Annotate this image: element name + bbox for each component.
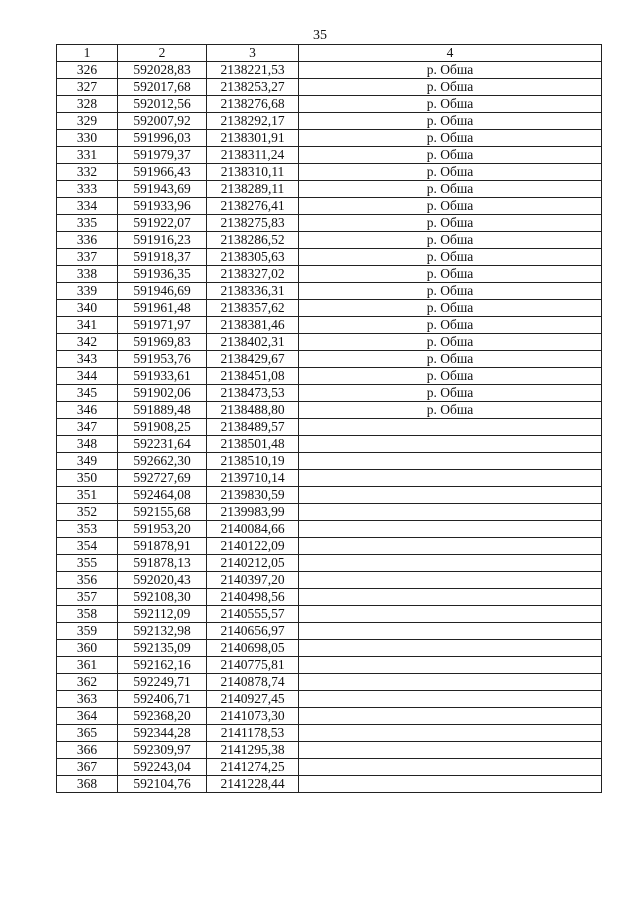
point-number-cell: 368 [57, 776, 118, 793]
y-coordinate-cell: 2140656,97 [207, 623, 299, 640]
x-coordinate-cell: 591979,37 [118, 147, 207, 164]
x-coordinate-cell: 592028,83 [118, 62, 207, 79]
y-coordinate-cell: 2138510,19 [207, 453, 299, 470]
x-coordinate-cell: 592662,30 [118, 453, 207, 470]
y-coordinate-cell: 2138275,83 [207, 215, 299, 232]
point-number-cell: 346 [57, 402, 118, 419]
table-row [57, 606, 602, 623]
x-coordinate-cell: 591961,48 [118, 300, 207, 317]
point-number-cell: 327 [57, 79, 118, 96]
table-row [57, 215, 602, 232]
table-row [57, 300, 602, 317]
table-row [57, 538, 602, 555]
y-coordinate-cell: 2141274,25 [207, 759, 299, 776]
point-number-cell: 326 [57, 62, 118, 79]
x-coordinate-cell: 591943,69 [118, 181, 207, 198]
description-cell: р. Обша [299, 266, 602, 283]
point-number-cell: 358 [57, 606, 118, 623]
y-coordinate-cell: 2141178,53 [207, 725, 299, 742]
x-coordinate-cell: 592309,97 [118, 742, 207, 759]
x-coordinate-cell: 592020,43 [118, 572, 207, 589]
point-number-cell: 335 [57, 215, 118, 232]
x-coordinate-cell: 591936,35 [118, 266, 207, 283]
description-cell [299, 504, 602, 521]
coordinates-table [56, 44, 602, 793]
y-coordinate-cell: 2138286,52 [207, 232, 299, 249]
point-number-cell: 360 [57, 640, 118, 657]
table-row [57, 521, 602, 538]
x-coordinate-cell: 592155,68 [118, 504, 207, 521]
description-cell: р. Обша [299, 164, 602, 181]
description-cell: р. Обша [299, 130, 602, 147]
point-number-cell: 338 [57, 266, 118, 283]
description-cell [299, 708, 602, 725]
x-coordinate-cell: 591878,91 [118, 538, 207, 555]
point-number-cell: 357 [57, 589, 118, 606]
point-number-cell: 343 [57, 351, 118, 368]
x-coordinate-cell: 591933,96 [118, 198, 207, 215]
description-cell [299, 538, 602, 555]
x-coordinate-cell: 591889,48 [118, 402, 207, 419]
description-cell [299, 453, 602, 470]
point-number-cell: 339 [57, 283, 118, 300]
y-coordinate-cell: 2140212,05 [207, 555, 299, 572]
x-coordinate-cell: 592017,68 [118, 79, 207, 96]
description-cell [299, 623, 602, 640]
y-coordinate-cell: 2139983,99 [207, 504, 299, 521]
x-coordinate-cell: 592012,56 [118, 96, 207, 113]
point-number-cell: 332 [57, 164, 118, 181]
y-coordinate-cell: 2140084,66 [207, 521, 299, 538]
y-coordinate-cell: 2141295,38 [207, 742, 299, 759]
x-coordinate-cell: 591902,06 [118, 385, 207, 402]
table-row [57, 334, 602, 351]
description-cell [299, 487, 602, 504]
point-number-cell: 348 [57, 436, 118, 453]
description-cell: р. Обша [299, 181, 602, 198]
y-coordinate-cell: 2140122,09 [207, 538, 299, 555]
point-number-cell: 367 [57, 759, 118, 776]
point-number-cell: 365 [57, 725, 118, 742]
x-coordinate-cell: 592135,09 [118, 640, 207, 657]
table-row [57, 147, 602, 164]
point-number-cell: 355 [57, 555, 118, 572]
description-cell [299, 640, 602, 657]
table-row [57, 691, 602, 708]
table-row [57, 708, 602, 725]
table-row [57, 742, 602, 759]
x-coordinate-cell: 591916,23 [118, 232, 207, 249]
y-coordinate-cell: 2138473,53 [207, 385, 299, 402]
table-row [57, 504, 602, 521]
x-coordinate-cell: 592112,09 [118, 606, 207, 623]
y-coordinate-cell: 2138429,67 [207, 351, 299, 368]
point-number-cell: 336 [57, 232, 118, 249]
x-coordinate-cell: 592243,04 [118, 759, 207, 776]
y-coordinate-cell: 2138253,27 [207, 79, 299, 96]
point-number-cell: 347 [57, 419, 118, 436]
x-coordinate-cell: 591969,83 [118, 334, 207, 351]
x-coordinate-cell: 591878,13 [118, 555, 207, 572]
y-coordinate-cell: 2138488,80 [207, 402, 299, 419]
point-number-cell: 362 [57, 674, 118, 691]
y-coordinate-cell: 2141073,30 [207, 708, 299, 725]
x-coordinate-cell: 591971,97 [118, 317, 207, 334]
description-cell: р. Обша [299, 249, 602, 266]
table-row [57, 96, 602, 113]
y-coordinate-cell: 2140555,57 [207, 606, 299, 623]
description-cell [299, 725, 602, 742]
x-coordinate-cell: 591946,69 [118, 283, 207, 300]
table-row [57, 113, 602, 130]
table-row [57, 470, 602, 487]
description-cell [299, 436, 602, 453]
y-coordinate-cell: 2138221,53 [207, 62, 299, 79]
table-row [57, 62, 602, 79]
point-number-cell: 354 [57, 538, 118, 555]
table-row [57, 198, 602, 215]
column-header-x: 2 [118, 45, 207, 62]
table-row [57, 419, 602, 436]
table-row [57, 249, 602, 266]
table-row [57, 776, 602, 793]
point-number-cell: 340 [57, 300, 118, 317]
point-number-cell: 333 [57, 181, 118, 198]
x-coordinate-cell: 592108,30 [118, 589, 207, 606]
x-coordinate-cell: 592727,69 [118, 470, 207, 487]
point-number-cell: 356 [57, 572, 118, 589]
x-coordinate-cell: 591933,61 [118, 368, 207, 385]
description-cell [299, 419, 602, 436]
table-row [57, 487, 602, 504]
point-number-cell: 334 [57, 198, 118, 215]
description-cell: р. Обша [299, 300, 602, 317]
table-row [57, 759, 602, 776]
x-coordinate-cell: 591918,37 [118, 249, 207, 266]
description-cell: р. Обша [299, 79, 602, 96]
description-cell [299, 572, 602, 589]
x-coordinate-cell: 592231,64 [118, 436, 207, 453]
y-coordinate-cell: 2140698,05 [207, 640, 299, 657]
description-cell [299, 606, 602, 623]
y-coordinate-cell: 2139710,14 [207, 470, 299, 487]
point-number-cell: 350 [57, 470, 118, 487]
table-row [57, 130, 602, 147]
table-row [57, 402, 602, 419]
description-cell [299, 521, 602, 538]
description-cell: р. Обша [299, 283, 602, 300]
y-coordinate-cell: 2138292,17 [207, 113, 299, 130]
y-coordinate-cell: 2141228,44 [207, 776, 299, 793]
table-row [57, 623, 602, 640]
point-number-cell: 351 [57, 487, 118, 504]
description-cell [299, 555, 602, 572]
y-coordinate-cell: 2138276,41 [207, 198, 299, 215]
point-number-cell: 341 [57, 317, 118, 334]
x-coordinate-cell: 592007,92 [118, 113, 207, 130]
table-row [57, 385, 602, 402]
description-cell [299, 470, 602, 487]
table-row [57, 657, 602, 674]
x-coordinate-cell: 592162,16 [118, 657, 207, 674]
column-header-number: 1 [57, 45, 118, 62]
description-cell: р. Обша [299, 351, 602, 368]
table-row [57, 453, 602, 470]
table-row [57, 725, 602, 742]
y-coordinate-cell: 2140878,74 [207, 674, 299, 691]
y-coordinate-cell: 2138305,63 [207, 249, 299, 266]
y-coordinate-cell: 2138311,24 [207, 147, 299, 164]
table-row [57, 589, 602, 606]
x-coordinate-cell: 591996,03 [118, 130, 207, 147]
point-number-cell: 361 [57, 657, 118, 674]
x-coordinate-cell: 591922,07 [118, 215, 207, 232]
column-header-y: 3 [207, 45, 299, 62]
table-row [57, 164, 602, 181]
description-cell [299, 589, 602, 606]
x-coordinate-cell: 592104,76 [118, 776, 207, 793]
point-number-cell: 359 [57, 623, 118, 640]
table-header-row [57, 45, 602, 62]
table-row [57, 368, 602, 385]
point-number-cell: 345 [57, 385, 118, 402]
x-coordinate-cell: 592132,98 [118, 623, 207, 640]
table-row [57, 572, 602, 589]
description-cell: р. Обша [299, 385, 602, 402]
description-cell [299, 759, 602, 776]
y-coordinate-cell: 2138501,48 [207, 436, 299, 453]
x-coordinate-cell: 591966,43 [118, 164, 207, 181]
x-coordinate-cell: 592249,71 [118, 674, 207, 691]
y-coordinate-cell: 2140397,20 [207, 572, 299, 589]
point-number-cell: 363 [57, 691, 118, 708]
table-row [57, 555, 602, 572]
y-coordinate-cell: 2138381,46 [207, 317, 299, 334]
description-cell: р. Обша [299, 113, 602, 130]
point-number-cell: 331 [57, 147, 118, 164]
table-row [57, 640, 602, 657]
table-row [57, 266, 602, 283]
description-cell: р. Обша [299, 62, 602, 79]
description-cell: р. Обша [299, 232, 602, 249]
table-row [57, 674, 602, 691]
y-coordinate-cell: 2138402,31 [207, 334, 299, 351]
table-row [57, 283, 602, 300]
point-number-cell: 330 [57, 130, 118, 147]
point-number-cell: 329 [57, 113, 118, 130]
y-coordinate-cell: 2140927,45 [207, 691, 299, 708]
point-number-cell: 342 [57, 334, 118, 351]
description-cell [299, 776, 602, 793]
y-coordinate-cell: 2138310,11 [207, 164, 299, 181]
y-coordinate-cell: 2138489,57 [207, 419, 299, 436]
y-coordinate-cell: 2138301,91 [207, 130, 299, 147]
table-row [57, 436, 602, 453]
y-coordinate-cell: 2138451,08 [207, 368, 299, 385]
description-cell: р. Обша [299, 317, 602, 334]
x-coordinate-cell: 592464,08 [118, 487, 207, 504]
table-row [57, 317, 602, 334]
table-body [57, 62, 602, 793]
table-row [57, 232, 602, 249]
point-number-cell: 337 [57, 249, 118, 266]
x-coordinate-cell: 591953,20 [118, 521, 207, 538]
description-cell [299, 742, 602, 759]
description-cell: р. Обша [299, 368, 602, 385]
point-number-cell: 366 [57, 742, 118, 759]
point-number-cell: 364 [57, 708, 118, 725]
description-cell: р. Обша [299, 402, 602, 419]
y-coordinate-cell: 2140498,56 [207, 589, 299, 606]
y-coordinate-cell: 2139830,59 [207, 487, 299, 504]
x-coordinate-cell: 592368,20 [118, 708, 207, 725]
y-coordinate-cell: 2140775,81 [207, 657, 299, 674]
x-coordinate-cell: 591908,25 [118, 419, 207, 436]
point-number-cell: 352 [57, 504, 118, 521]
x-coordinate-cell: 592406,71 [118, 691, 207, 708]
table-row [57, 79, 602, 96]
description-cell [299, 674, 602, 691]
table-row [57, 181, 602, 198]
x-coordinate-cell: 591953,76 [118, 351, 207, 368]
page-number: 35 [313, 28, 327, 43]
description-cell: р. Обша [299, 215, 602, 232]
description-cell: р. Обша [299, 198, 602, 215]
x-coordinate-cell: 592344,28 [118, 725, 207, 742]
y-coordinate-cell: 2138276,68 [207, 96, 299, 113]
description-cell: р. Обша [299, 147, 602, 164]
description-cell [299, 657, 602, 674]
point-number-cell: 328 [57, 96, 118, 113]
column-header-description: 4 [299, 45, 602, 62]
description-cell: р. Обша [299, 96, 602, 113]
description-cell [299, 691, 602, 708]
description-cell: р. Обша [299, 334, 602, 351]
point-number-cell: 349 [57, 453, 118, 470]
y-coordinate-cell: 2138289,11 [207, 181, 299, 198]
table-row [57, 351, 602, 368]
y-coordinate-cell: 2138357,62 [207, 300, 299, 317]
point-number-cell: 353 [57, 521, 118, 538]
y-coordinate-cell: 2138336,31 [207, 283, 299, 300]
y-coordinate-cell: 2138327,02 [207, 266, 299, 283]
point-number-cell: 344 [57, 368, 118, 385]
